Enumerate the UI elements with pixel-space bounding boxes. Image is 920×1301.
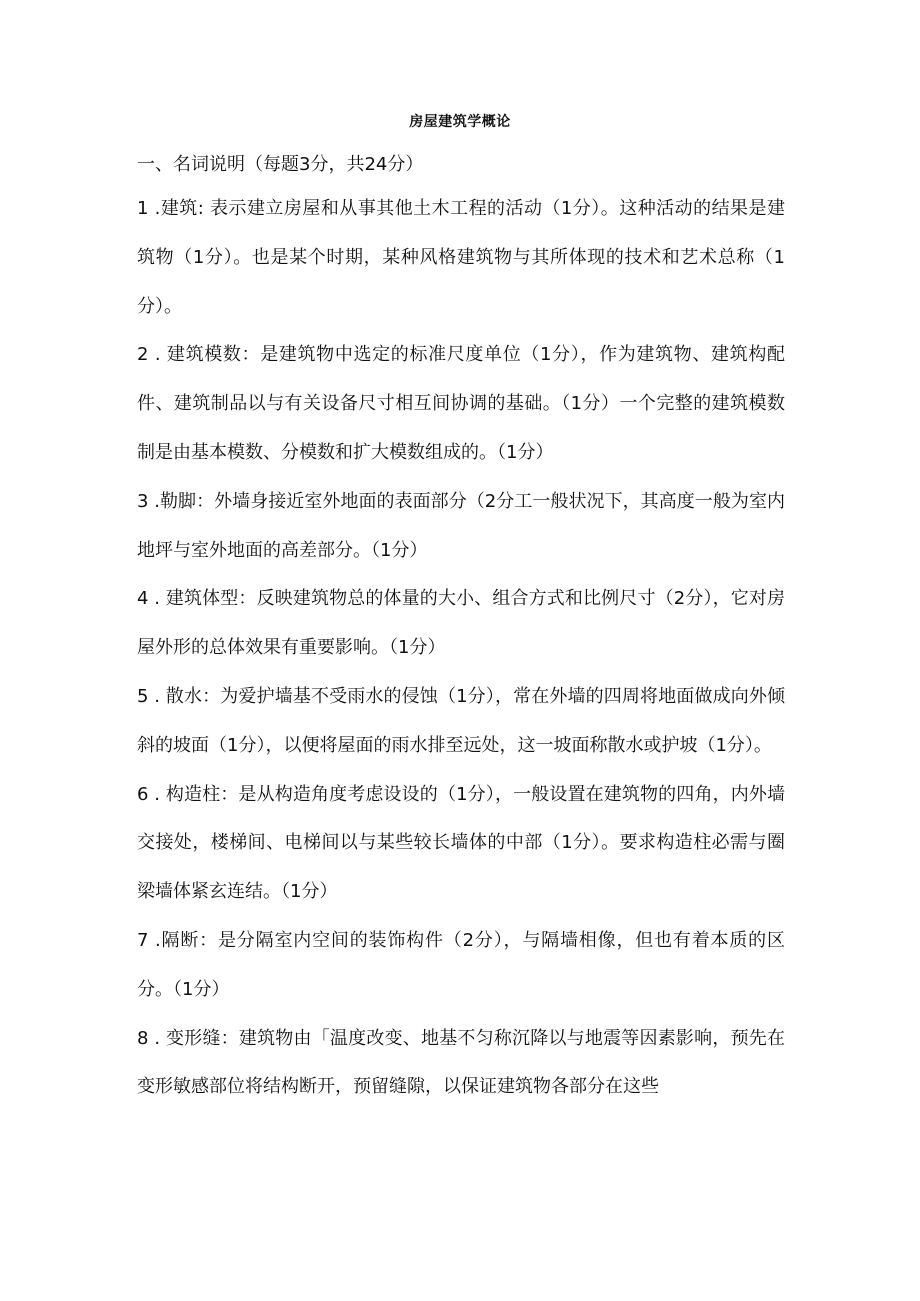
definition-item-3: 3 .勒脚：外墙身接近室外地面的表面部分（2分工一般状况下，其高度一般为室内地坪与室外地面的高差部分。（1分） [137, 490, 785, 561]
definition-item-6: 6 . 构造柱：是从构造角度考虑设设的（1分），一般设置在建筑物的四角，内外墙交接处，楼梯间、电梯间以与某些较长墙体的中部（1分）。要求构造柱必需与圈梁墙体紧玄连结。（1分） [137, 783, 785, 903]
definition-item-1: 1 .建筑: 表示建立房屋和从事其他土木工程的活动（1分）。这种活动的结果是建筑物（1分）。也是某个时期，某种风格建筑物与其所体现的技术和艺术总称（1分）。 [137, 198, 785, 317]
document-title: 房屋建筑学概论 [409, 114, 511, 130]
definition-item-8: 8 . 变形缝：建筑物由「温度改变、地基不匀称沉降以与地震等因素影响，预先在变形敏感部位将结构断开，预留缝隙，以保证建筑物各部分在这些 [137, 1027, 785, 1098]
definition-item-7: 7 .隔断：是分隔室内空间的装饰构件（2分），与隔墙相像，但也有着本质的区分。（1分） [137, 929, 785, 1000]
section-heading: 一、名词说明（每题3分，共24分） [137, 154, 424, 175]
definition-item-4: 4 . 建筑体型：反映建筑物总的体量的大小、组合方式和比例尺寸（2分），它对房屋外形的总体效果有重要影响。（1分） [137, 588, 785, 659]
definition-item-2: 2 . 建筑模数：是建筑物中选定的标准尺度单位（1分），作为建筑物、建筑构配件、建筑制品以与有关设备尺寸相互间协调的基础。（1分）一个完整的建筑模数制是由基本模数、分模数和扩大模数组成的。（1分） [137, 344, 785, 463]
document-body [137, 145, 785, 1112]
definition-item-5: 5 . 散水：为爱护墙基不受雨水的侵蚀（1分），常在外墙的四周将地面做成向外倾斜的坡面（1分），以便将屋面的雨水排至远处，这一坡面称散水或护坡（1分）。 [137, 685, 785, 756]
